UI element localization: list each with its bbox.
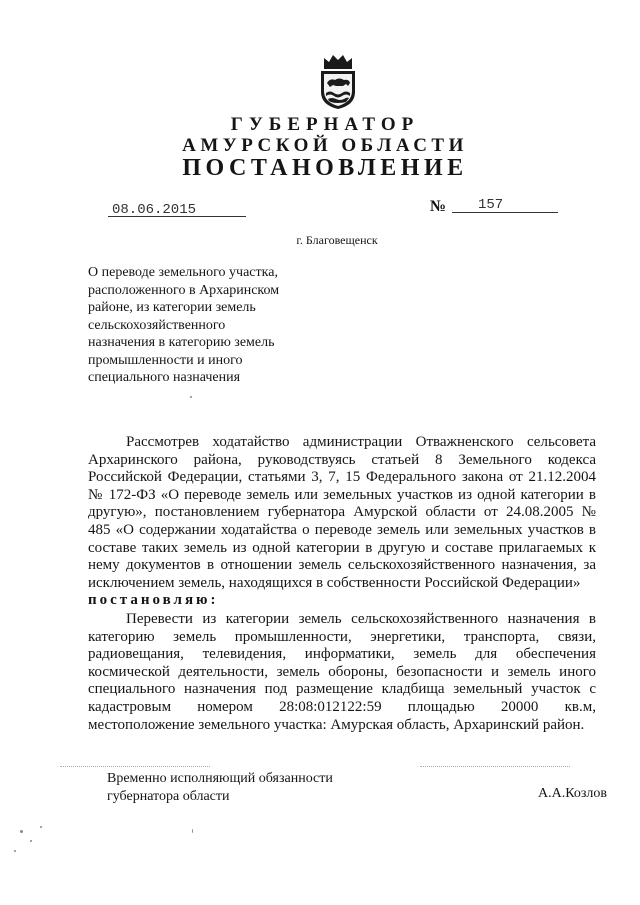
scan-speck — [192, 829, 193, 833]
number-underline — [452, 212, 558, 213]
amur-region-coat-of-arms-icon — [316, 52, 360, 110]
subject-line: расположенного в Архаринском — [88, 282, 280, 298]
subject-line: О переводе земельного участка, — [88, 265, 278, 280]
subject-line: сельскохозяйственного — [88, 317, 226, 333]
city-label: г. Благовещенск — [296, 233, 378, 247]
preamble-line: нему документов в отношении земель сельскохозяйственного назначения, за — [88, 557, 596, 574]
number-sign: № — [430, 198, 447, 215]
resolution-line: местоположение земельного участка: Амурская область, Архаринский район. — [88, 716, 585, 733]
resolution-line: категорию земель промышленности, энергетики, транспорта, связи, — [88, 628, 596, 645]
resolution-paragraph — [88, 611, 596, 734]
decree-date: 08.06.2015 — [112, 202, 197, 218]
preamble-line: Рассмотрев ходатайство администрации Отважненского сельсовета — [126, 434, 596, 450]
preamble-line: исключением земель, находящихся в собственности Российской Федерации» — [88, 574, 581, 591]
resolution-line: специального назначения под размещение кладбища земельный участок с — [88, 681, 596, 698]
signer-position-line: губернатора области — [107, 789, 230, 804]
decree-subject — [88, 264, 328, 387]
signer-position-line: Временно исполняющий обязанности — [107, 771, 333, 786]
decree-number: 157 — [478, 197, 504, 213]
subject-line: промышленности и иного — [88, 352, 243, 368]
resolution-line: кадастровым номером 28:08:012122:59 площадью 20000 кв.м, — [88, 698, 596, 715]
preamble-line: 485 «О содержании ходатайства о переводе земель или земельных участков в — [88, 521, 596, 538]
scan-speck — [14, 850, 16, 852]
governor-heading: ГУБЕРНАТОР — [230, 114, 420, 135]
resolution-line: космической деятельности, земель обороны, безопасности и земель иного — [88, 663, 596, 680]
resolution-line: Перевести из категории земель сельскохозяйственного назначения в — [126, 611, 596, 627]
decides-keyword: постановляю: — [88, 592, 219, 608]
preamble-paragraph — [88, 434, 596, 592]
scan-speck — [20, 830, 23, 833]
resolution-line: радиовещания, телевидения, информатики, земель для обеспечения — [88, 646, 596, 663]
preamble-line: № 172-ФЗ «О переводе земель или земельных участков из одной категории в — [88, 486, 596, 503]
signer-name: А.А.Козлов — [538, 786, 607, 801]
scan-speck — [40, 826, 42, 828]
decree-title: ПОСТАНОВЛЕНИЕ — [182, 155, 468, 181]
subject-line: районе, из категории земель — [88, 300, 256, 315]
preamble-line: Российской Федерации, статьями 3, 7, 15 Федерального закона от 21.12.2004 — [88, 469, 596, 486]
signer-position — [107, 770, 333, 806]
scan-speck — [190, 396, 192, 398]
region-heading: АМУРСКОЙ ОБЛАСТИ — [182, 135, 468, 156]
subject-line: назначения в категорию земель — [88, 335, 275, 350]
date-underline — [108, 216, 246, 217]
subject-line: специального назначения — [88, 370, 241, 385]
preamble-line: составе таких земель из одной категории в другую и составе прилагаемых к — [88, 539, 596, 556]
scan-speck — [30, 840, 32, 842]
preamble-line: Архаринского района, руководствуясь статьей 8 Земельного кодекса — [88, 451, 596, 468]
scan-artifact — [60, 766, 210, 767]
scan-artifact — [420, 766, 570, 767]
preamble-line: другую», постановлением губернатора Амурской области от 24.08.2005 № — [88, 504, 596, 521]
